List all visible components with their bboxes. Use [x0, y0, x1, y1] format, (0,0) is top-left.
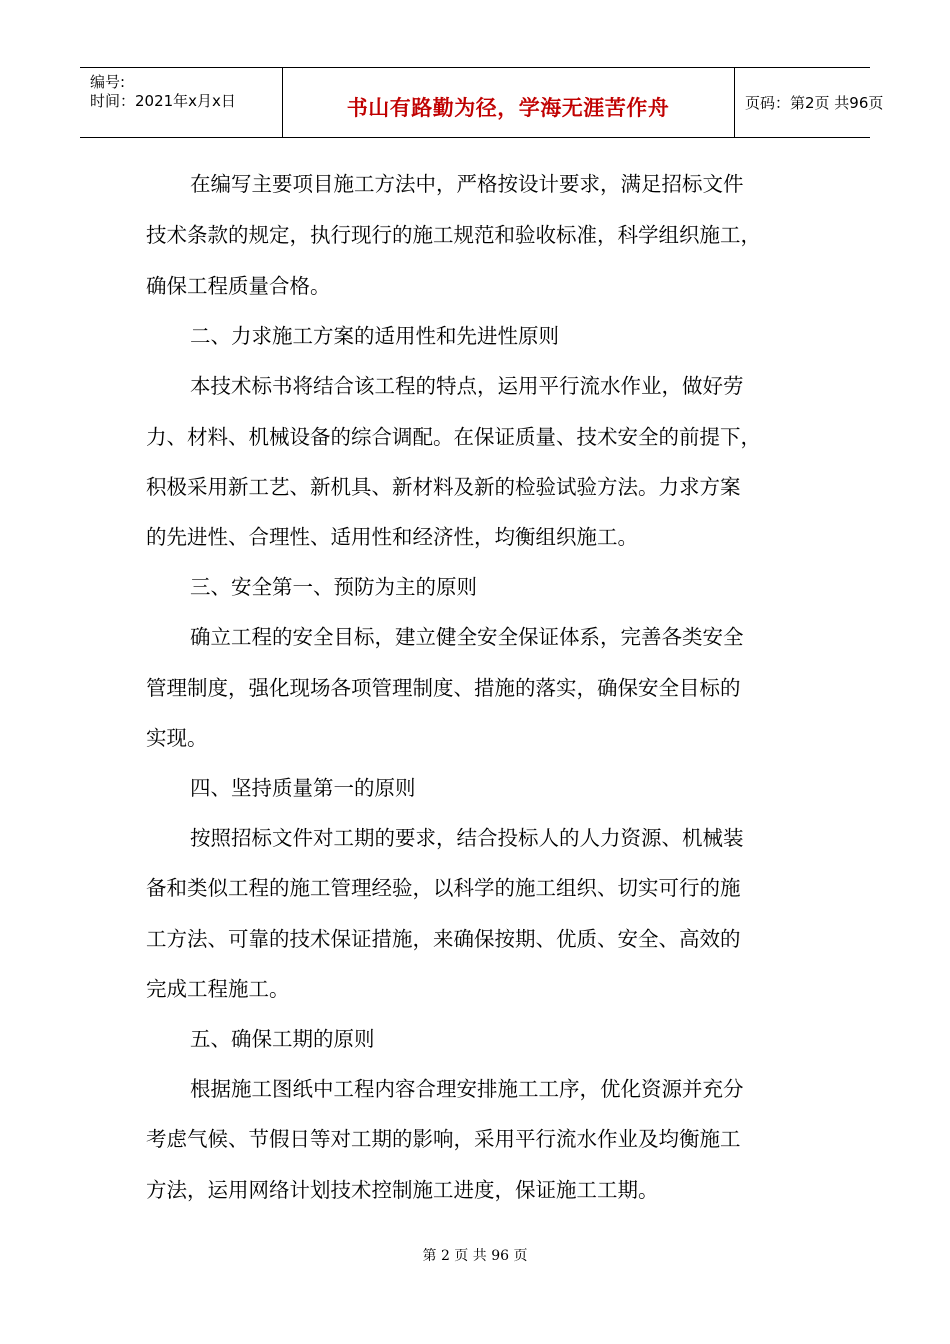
body-line: 管理制度，强化现场各项管理制度、措施的落实，确保安全目标的 [146, 676, 741, 700]
body-line: 力、材料、机械设备的综合调配。在保证质量、技术安全的前提下， [146, 425, 761, 449]
body-line: 的先进性、合理性、适用性和经济性，均衡组织施工。 [146, 525, 638, 549]
body-line: 在编写主要项目施工方法中，严格按设计要求，满足招标文件 [190, 172, 744, 196]
body-line: 本技术标书将结合该工程的特点，运用平行流水作业，做好劳 [190, 374, 744, 398]
body-line: 根据施工图纸中工程内容合理安排施工工序，优化资源并充分 [190, 1077, 744, 1101]
body-line: 备和类似工程的施工管理经验，以科学的施工组织、切实可行的施 [146, 876, 741, 900]
body-line: 技术条款的规定，执行现行的施工规范和验收标准，科学组织施工， [146, 223, 761, 247]
body-line: 方法，运用网络计划技术控制施工进度，保证施工工期。 [146, 1178, 659, 1202]
body-line: 工方法、可靠的技术保证措施，来确保按期、优质、安全、高效的 [146, 927, 741, 951]
body-line: 完成工程施工。 [146, 977, 290, 1001]
header-motto: 书山有路勤为径，学海无涯苦作舟 [346, 96, 670, 120]
header-page-info: 页码：第2页 共96页 [745, 94, 884, 112]
document-number-label: 编号: [90, 73, 126, 91]
page-footer: 第 2 页 共 96 页 [422, 1248, 528, 1264]
section-heading: 五、确保工期的原则 [190, 1027, 375, 1051]
body-line: 实现。 [146, 726, 208, 750]
section-heading: 三、安全第一、预防为主的原则 [190, 575, 477, 599]
body-line: 考虑气候、节假日等对工期的影响，采用平行流水作业及均衡施工 [146, 1127, 741, 1151]
header-page-cell [735, 68, 884, 137]
document-header [80, 67, 884, 138]
body-line: 确保工程质量合格。 [146, 274, 331, 298]
section-heading: 二、力求施工方案的适用性和先进性原则 [190, 324, 559, 348]
body-line: 积极采用新工艺、新机具、新材料及新的检验试验方法。力求方案 [146, 475, 741, 499]
section-heading: 四、坚持质量第一的原则 [190, 776, 416, 800]
body-line: 按照招标文件对工期的要求，结合投标人的人力资源、机械装 [190, 826, 744, 850]
body-line: 确立工程的安全目标，建立健全安全保证体系，完善各类安全 [190, 625, 744, 649]
header-left-cell [80, 68, 283, 137]
header-motto-cell [282, 68, 735, 137]
document-time-label: 时间：2021年x月x日 [90, 92, 236, 110]
